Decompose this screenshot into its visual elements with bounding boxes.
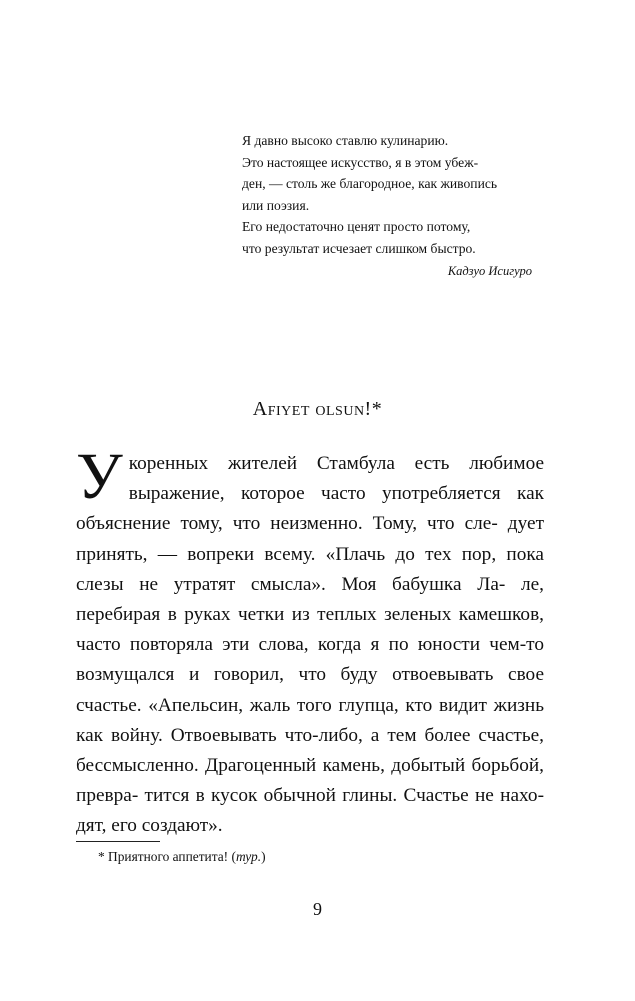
footnote-text: Приятного аппетита! ( bbox=[104, 849, 236, 864]
chapter-title: Afiyet olsun!* bbox=[252, 398, 383, 420]
drop-cap: У bbox=[76, 440, 123, 513]
body-text: коренных жителей Стамбула есть любимое выражение, которое часто употребляется как объяснение тому, что неизменно. Тому, что сле- дует принять, — вопреки всему. «Плачь до тех пор, пока слезы не утратят смысла». Моя бабушка Ла- ле, перебирая в руках четки из теплых зеленых камешков, часто повторяла эти слова, когда я по юности чем-то возмущался и говорил, что буду отвоевывать свое счастье. «Апельсин, жаль того глупца, кто видит жизнь как войну. Отвоевывать что-либо, а тем более счастье, бессмысленно. Драгоценный камень, добытый борьбой, превра- тится в кусок обычной глины. Счастье не нахо- дят, его создают». bbox=[76, 453, 544, 837]
footnote-marker: * bbox=[98, 849, 105, 864]
epigraph-line: ден, — столь же благородное, как живопись bbox=[242, 176, 498, 191]
epigraph-line: что результат исчезает слишком быстро. bbox=[242, 240, 476, 256]
footnote-lang: тур. bbox=[235, 849, 262, 864]
body-paragraph bbox=[76, 440, 544, 842]
epigraph-author: Кадзуо Исигуро bbox=[447, 264, 532, 278]
epigraph-line: Это настоящее искусство, я в этом убеж- bbox=[242, 154, 479, 170]
epigraph-line: или поэзия. bbox=[242, 197, 310, 213]
footnote-close: ) bbox=[261, 849, 266, 864]
footnote bbox=[98, 849, 266, 865]
epigraph-line: Его недостаточно ценят просто потому, bbox=[242, 219, 471, 234]
footnote-divider bbox=[76, 841, 160, 842]
epigraph bbox=[242, 130, 532, 259]
epigraph-line: Я давно высоко ставлю кулинарию. bbox=[242, 133, 449, 148]
page-number: 9 bbox=[313, 899, 322, 919]
